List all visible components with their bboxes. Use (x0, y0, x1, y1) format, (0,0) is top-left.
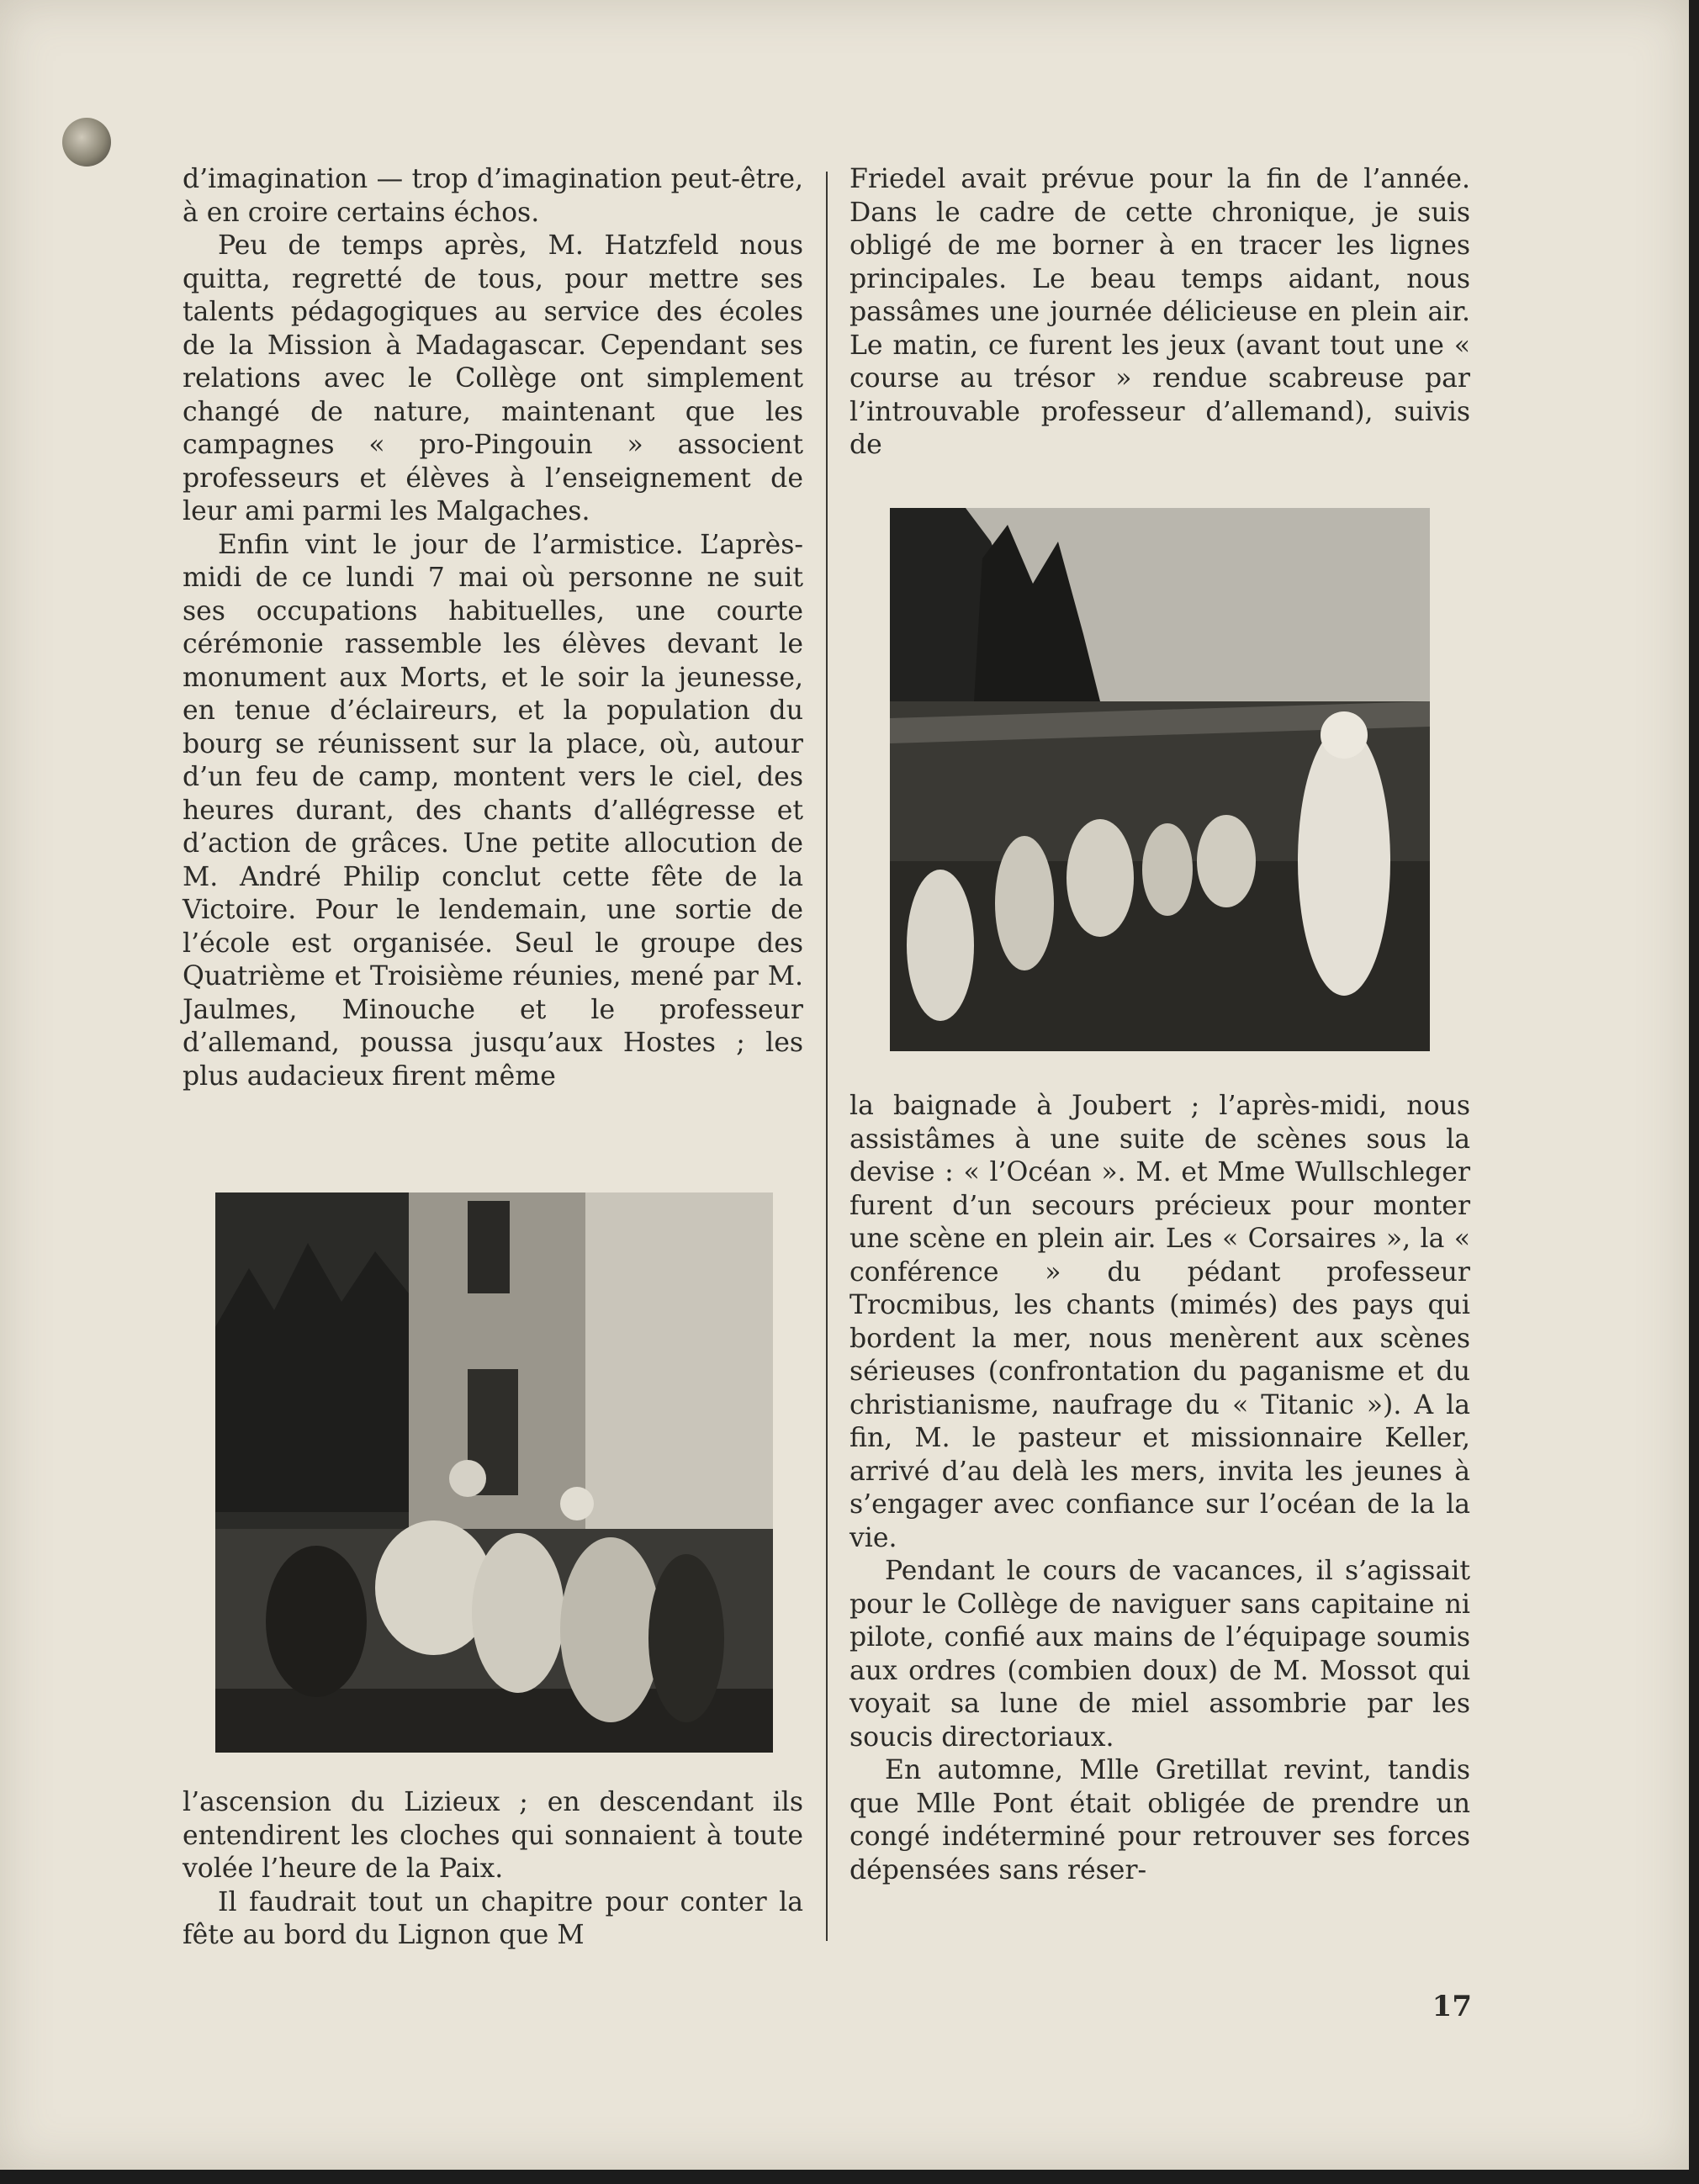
paragraph: Pendant le cours de vacances, il s’agissait pour le Collège de naviguer sans capitaine ni pilote, confié aux mains de l’équipage soumis aux ordres (combien doux) de M. Mossot qui voyait sa lune de miel assombrie par les soucis directoriaux. (850, 1556, 1470, 1753)
paragraph: En automne, Mlle Gretillat revint, tandis que Mlle Pont était obligée de prendre un congé indéterminé pour retrouver ses forces dépensées sans réser- (850, 1755, 1470, 1885)
right-column-top (850, 163, 1470, 463)
photo-outdoor-scene (890, 508, 1430, 1051)
right-column-bottom (850, 1090, 1470, 1887)
paragraph: Il faudrait tout un chapitre pour conter la fête au bord du Lignon que M (183, 1886, 803, 1950)
paragraph: d’imagination — trop d’imagination peut-être, à en croire certains échos. (183, 164, 803, 228)
column-divider (826, 172, 828, 1941)
paragraph: la baignade à Joubert ; l’après-midi, nous assistâmes à une suite de scènes sous la devise : « l’Océan ». M. et Mme Wullschleger furent d’un secours précieux pour monter une scène en plein air. Les « Corsaires », la « conférence » du pédant professeur Trocmibus, les chants (mimés) des pays qui bordent la mer, nous menèrent aux scènes sérieuses (confrontation du paganisme et du christianisme, naufrage du « Titanic »). A la fin, M. le pasteur et missionnaire Keller, arrivé d’au delà les mers, invita les jeunes à s’engager avec confiance sur l’océan de la la vie. (850, 1091, 1470, 1553)
paragraph: Friedel avait prévue pour la fin de l’année. Dans le cadre de cette chronique, je suis obligé de me borner à en tracer les lignes principales. Le beau temps aidant, nous passâmes une journée délicieuse en plein air. Le matin, ce furent les jeux (avant tout une « course au trésor » rendue scabreuse par l’introuvable professeur d’allemand), suivis de (850, 164, 1470, 460)
punch-hole (62, 118, 111, 167)
page-number: 17 (1432, 1990, 1472, 2023)
paragraph: Peu de temps après, M. Hatzfeld nous quitta, regretté de tous, pour mettre ses talents pédagogiques au service des écoles de la Mission à Madagascar. Cependant ses relations avec le Collège ont simplement changé de nature, maintenant que les campagnes « pro-Pingouin » associent professeurs et élèves à l’enseignement de leur ami parmi les Malgaches. (183, 230, 803, 526)
left-column-bottom (183, 1786, 803, 1953)
photo-procession (215, 1192, 773, 1753)
left-column-top (183, 163, 803, 1093)
paragraph: l’ascension du Lizieux ; en descendant ils entendirent les cloches qui sonnaient à toute volée l’heure de la Paix. (183, 1787, 803, 1884)
paragraph: Enfin vint le jour de l’armistice. L’après-midi de ce lundi 7 mai où personne ne suit ses occupations habituelles, une courte cérémonie rassemble les élèves devant le monument aux Morts, et le soir la jeunesse, en tenue d’éclaireurs, et la population du bourg se réunissent sur la place, où, autour d’un feu de camp, montent vers le ciel, des heures durant, des chants d’allégresse et d’action de grâces. Une petite allocution de M. André Philip conclut cette fête de la Victoire. Pour le lendemain, une sortie de l’école est organisée. Seul le groupe des Quatrième et Troisième réunies, mené par M. Jaulmes, Minouche et le professeur d’allemand, poussa jusqu’aux Hostes ; les plus audacieux firent même (183, 529, 803, 1092)
